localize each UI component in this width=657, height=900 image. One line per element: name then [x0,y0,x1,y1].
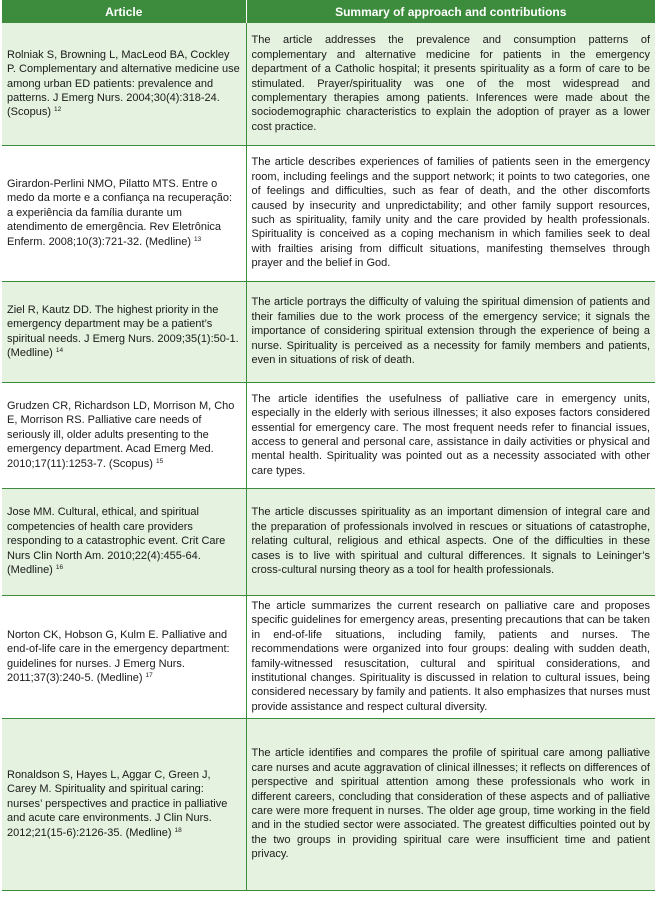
reference-number: 12 [54,106,62,114]
reference-number: 14 [55,346,64,354]
table-row [2,488,655,595]
article-summary: The article describes experiences of families of patients seen in the emergency room, including feelings and the support network; it points to two categories, one of feelings and difficulties, such as fear of death, and the other discomforts caused by insecurity and unpredictability; and other family support resources, such as spirituality, family unity and the care provided by health professionals. Spirituality is conceived as a coping mechanism in which families seek to deal with frailties arising from difficult situations, manifesting themselves through prayer and the belief in God. [246,145,655,281]
reference-number: 15 [155,457,164,465]
table-header-row [2,0,655,23]
table-row [2,23,655,145]
article-summary: The article discusses spirituality as an important dimension of integral care and the preparation of professionals involved in rescues or situations of catastrophe, relating cultural, religious and ethical aspects. One of the difficulties in these cases is to live with spiritual and cultural differences. It signals to Leininger’s cross-cultural nursing theory as a tool for health professionals. [246,488,655,595]
articles-table [2,0,655,891]
article-reference: Ronaldson S, Hayes L, Aggar C, Green J, Carey M. Spirituality and spiritual caring: nurses’ perspectives and practice in palliative and acute care environments. J Clin Nurs. 2012;21(15-6):2126-35. (Medline) $^{18}$ [2,718,246,890]
article-summary: The article summarizes the current research on palliative care and proposes specific guidelines for emergency areas, presenting precautions that can be taken in end-of-life situations, including family, patients and nurses. The recommendations were organized into four groups: dealing with sudden death, family-witnessed resuscitation, cultural and spiritual considerations, and institutional changes. Spirituality is discussed in relation to cultural issues, being considered necessary by family and patients. It also emphasizes that nurses must provide assistance and respect cultural diversity. [246,595,655,718]
article-reference: Rolniak S, Browning L, MacLeod BA, Cockley P. Complementary and alternative medicine use among urban ED patients: prevalence and patterns. J Emerg Nurs. 2004;30(4):318-24. (Scopus) $^{12}$ [2,23,246,145]
header-summary: Summary of approach and contributions [246,0,655,23]
reference-number: 13 [194,235,202,243]
article-summary: The article identifies the usefulness of palliative care in emergency units, especially in the elderly with serious illnesses; it also exposes factors considered essential for emergency care. The most frequent needs refer to financial issues, access to general and personal care, assistance in daily activities or physical and mental health. Spirituality was pointed out as a necessity associated with other care types. [246,382,655,488]
table-row [2,595,655,718]
article-summary: The article portrays the difficulty of valuing the spiritual dimension of patients and their families due to the work process of the emergency service; it signals the importance of considering spiritual extension through the experience of being a nurse. Spirituality is perceived as a necessity for family members and patients, even in situations of risk of death. [246,281,655,382]
reference-number: 17 [145,671,153,679]
header-article: Article [2,0,246,23]
table-row [2,718,655,890]
reference-number: 16 [55,564,64,572]
article-reference: Girardon-Perlini NMO, Pilatto MTS. Entre o medo da morte e a confiança na recuperação: a experiência da família durante um atendimento de emergência. Rev Eletrônica Enferm. 2008;10(3):721-32. (Medline) $^{13}$ [2,145,246,281]
table-row [2,382,655,488]
table-row [2,281,655,382]
article-reference: Ziel R, Kautz DD. The highest priority in the emergency department may be a patient’s spiritual needs. J Emerg Nurs. 2009;35(1):50-1. (Medline) $^{14}$ [2,281,246,382]
table-row [2,145,655,281]
article-reference: Grudzen CR, Richardson LD, Morrison M, Cho E, Morrison RS. Palliative care needs of seriously ill, older adults presenting to the emergency department. Acad Emerg Med. 2010;17(11):1253-7. (Scopus) $^{15}$ [2,382,246,488]
article-reference: Norton CK, Hobson G, Kulm E. Palliative and end-of-life care in the emergency department: guidelines for nurses. J Emerg Nurs. 2011;37(3):240-5. (Medline) $^{17}$ [2,595,246,718]
article-summary: The article identifies and compares the profile of spiritual care among palliative care nurses and acute aggravation of clinical illnesses; it reflects on differences of perspective and spiritual attention among these professionals who work in different careers, concluding that consideration of these aspects and of palliative care were more frequent in nurses. The older age group, time working in the field and in the studied sector were associated. The greatest difficulties pointed out by the two groups in providing spiritual care were insufficient time and patient privacy. [246,718,655,890]
reference-number: 18 [174,826,182,834]
article-reference: Jose MM. Cultural, ethical, and spiritual competencies of health care providers responding to a catastrophic event. Crit Care Nurs Clin North Am. 2010;22(4):455-64. (Medline) $^{16}$ [2,488,246,595]
article-summary: The article addresses the prevalence and consumption patterns of complementary and alternative medicine for patients in the emergency department of a Catholic hospital; it presents spirituality as a form of care to be stimulated. Prayer/spirituality was one of the most widespread and complementary therapies among patients. Inferences were made about the sociodemographic characteristics to explain the adoption of prayer as a lower cost practice. [246,23,655,145]
